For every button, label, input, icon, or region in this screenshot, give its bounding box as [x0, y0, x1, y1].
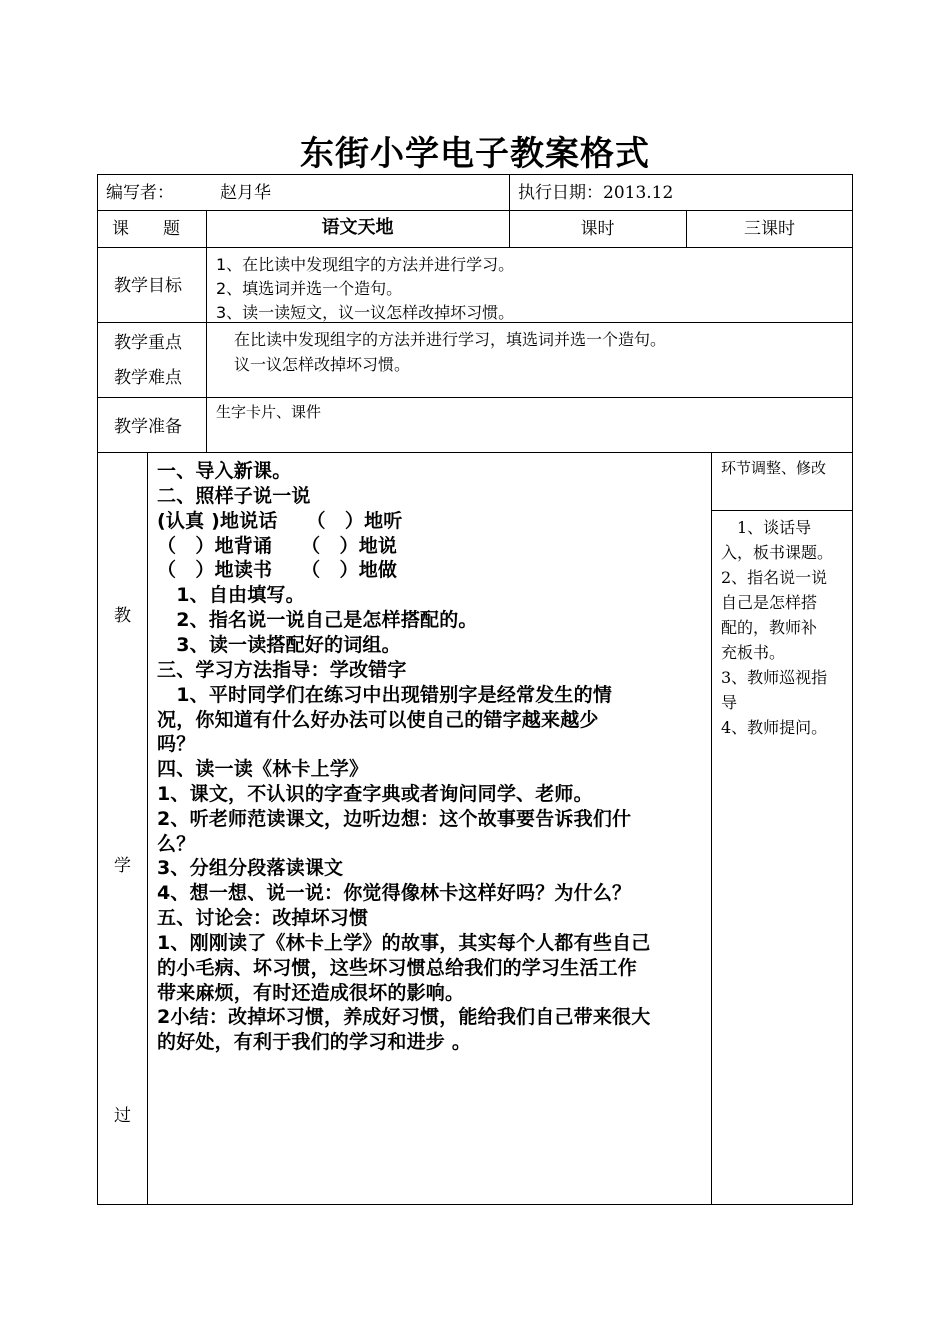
process-line: 带来麻烦，有时还造成很坏的影响。 [157, 982, 465, 1004]
key-point-label: 教学重点 [114, 333, 182, 353]
side-column-header: 环节调整、修改 [721, 459, 827, 477]
process-line: 一、导入新课。 [157, 460, 292, 482]
process-line: 3、分组分段落读课文 [157, 857, 344, 879]
key-point-text: 在比读中发现组字的方法并进行学习，填选词并选一个造句。 [234, 330, 667, 349]
process-label-char: 教 [114, 606, 131, 626]
process-line: 3、读一读搭配好的词组。 [157, 634, 401, 656]
process-line: 况，你知道有什么好办法可以使自己的错字越来越少 [157, 709, 599, 731]
process-line: （ ）地读书 （ ）地做 [157, 559, 398, 581]
row-divider [97, 210, 853, 211]
row-divider [97, 247, 853, 248]
side-note-line: 导 [721, 693, 738, 712]
author-name: 赵月华 [220, 183, 271, 203]
row-divider [97, 452, 853, 453]
column-divider [206, 210, 207, 452]
execution-date: 执行日期：2013.12 [518, 183, 674, 203]
side-note-line: 3、教师巡视指 [721, 668, 828, 687]
side-note-line: 自己是怎样搭 [721, 593, 818, 612]
process-label-char: 过 [114, 1106, 131, 1126]
class-hours-value: 三课时 [744, 219, 795, 239]
side-note-line: 2、指名说一说 [721, 568, 828, 587]
process-line: 四、读一读《林卡上学》 [157, 758, 369, 780]
process-line: 2小结：改掉坏习惯，养成好习惯，能给我们自己带来很大 [157, 1006, 651, 1028]
process-line: （ ）地背诵 （ ）地说 [157, 535, 398, 557]
side-note-line: 4、教师提问。 [721, 718, 828, 737]
class-hours-label: 课时 [580, 219, 615, 239]
side-note-line: 1、谈话导 [721, 518, 812, 537]
process-line: 二、照样子说一说 [157, 485, 311, 507]
author-label: 编写者： [106, 183, 174, 203]
topic-label: 课 题 [112, 219, 180, 239]
difficult-point-label: 教学难点 [114, 368, 182, 388]
process-line: 1、课文，不认识的字查字典或者询问同学、老师。 [157, 783, 593, 805]
side-note-line: 配的，教师补 [721, 618, 818, 637]
page-title: 东街小学电子教案格式 [300, 134, 650, 174]
process-line: 1、刚刚读了《林卡上学》的故事，其实每个人都有些自己 [157, 932, 651, 954]
process-line: 么？ [157, 833, 196, 855]
preparation-label: 教学准备 [114, 417, 182, 437]
process-label-char: 学 [114, 856, 131, 876]
process-line: 2、指名说一说自己是怎样搭配的。 [157, 609, 478, 631]
process-line: 1、平时同学们在练习中出现错别字是经常发生的情 [157, 684, 613, 706]
goal-item: 2、填选词并选一个造句。 [216, 279, 403, 298]
process-line: 吗？ [157, 733, 196, 755]
preparation-value: 生字卡片、课件 [216, 403, 322, 421]
difficult-point-text: 议一议怎样改掉坏习惯。 [234, 355, 411, 374]
row-divider [97, 397, 853, 398]
process-line: 4、想一想、说一说：你觉得像林卡这样好吗？为什么？ [157, 882, 632, 904]
goal-item: 3、读一读短文，议一议怎样改掉坏习惯。 [216, 303, 515, 322]
process-line: (认真 )地说话 （ ）地听 [157, 510, 403, 532]
process-line: 的小毛病、坏习惯，这些坏习惯总给我们的学习生活工作 [157, 957, 638, 979]
goal-item: 1、在比读中发现组字的方法并进行学习。 [216, 255, 515, 274]
topic-value: 语文天地 [321, 217, 394, 238]
side-column-divider [712, 510, 853, 511]
process-line: 的好处，有利于我们的学习和进步 。 [157, 1031, 472, 1053]
side-note-line: 充板书。 [721, 643, 786, 662]
process-line: 2、听老师范读课文，边听边想：这个故事要告诉我们什 [157, 808, 632, 830]
goals-label: 教学目标 [114, 276, 182, 296]
column-divider [147, 452, 148, 1205]
process-line: 三、学习方法指导：学改错字 [157, 659, 407, 681]
process-line: 五、讨论会：改掉坏习惯 [157, 907, 369, 929]
side-note-line: 入，板书课题。 [721, 543, 834, 562]
column-divider [711, 452, 712, 1205]
process-line: 1、自由填写。 [157, 584, 305, 606]
